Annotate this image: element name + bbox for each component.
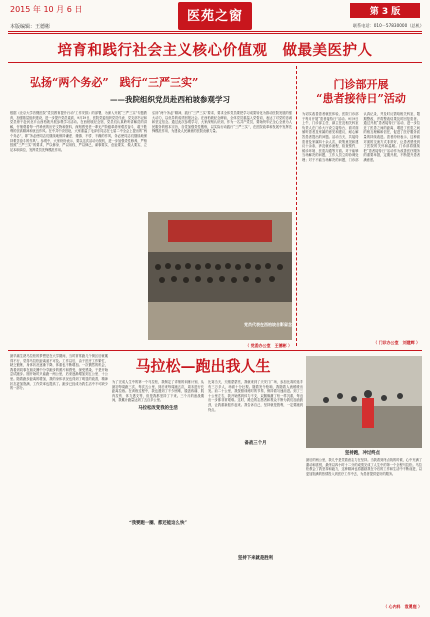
article1-column-1: 根据《北京大学首钢医院“党员教育提升行动”工作安排》的部署，为深入开展“三严三实”专题教育，加强基层组织建设，进一步提升党员素质，9月19日，医院党委组织党员代表、党支部书记和党员骨干赴河北平山西柏坡开展参观学习活动。在西柏坡纪念馆，党员们认真聆听讲解员的讲解，仔细观看每一件珍贵的历史文物和资料，深刻感受老一辈无产阶级革命家艰苦奋斗、敢于胜利的崇高精神和优良作风。在中共中央旧址，大家重温了毛泽东同志在七届二中全会上提出的“两个务必”，即“务必使同志们继续地保持谦虚、谨慎、不骄、不躁的作风，务必使同志们继续地保持艰苦奋斗的作风”。参观中，大家纷纷表示，要以这次活动为契机，进一步加强党性修养，严格按照“三严三实”的要求，严以修身、严以用权、严以律己，谋事要实、创业要实、做人要实，立足本职岗位，发挥党员先锋模范作用。 (10, 111, 147, 152)
article2-title-line1: 门诊部开展 (333, 78, 389, 91)
article2-body: 为切实改善患者就医体验，医院门诊部于每月开展“患者接待日”活动。9月9日上午，门诊部主任、副主任及相关科室负责人在门诊大厅设立接待台，面对面倾听患者及家属的意见和建议，耐心解答患者提出的问题。活动当天，共接待患者及家属四十余人次，收集意见和建议十余条，涉及就诊流程、检查预约、候诊环境、医患沟通等方面。对于能够当场解决的问题，工作人员立即协调处理；对于不能当场解决的问题，门诊部认真记录，并及时反馈给相关科室，限期整改，并将整改结果及时回复患者。通过开展“患者接待日”活动，进一步拉近了医患之间的距离，增进了医患之间的相互理解和信任，促进了医疗服务质量的持续改进。患者纷纷表示，这种面对面的交流方式非常好，让患者感受到了医院的关怀和温暖。门诊部将继续把“患者接待日”活动作为改善医疗服务的重要举措，定期开展，不断提升患者满意度。 (302, 112, 420, 162)
masthead-title: 医苑之窗 (186, 9, 243, 24)
article1-subtitle: ——我院组织党员赴西柏坡参观学习 (110, 95, 230, 104)
article1-photo-caption: 党员代表在西柏坡合影留念 (244, 322, 292, 327)
article3-title: 马拉松—跑出我人生 (135, 357, 271, 375)
group-photo-illustration (148, 212, 292, 340)
article3-column-2: 为了完成人生中的第一个马拉松，我制定了详细的训练计划，从最初每周跑三次，每次五公里，到后来每周跑五次，周末进行长距离拉练。在训练过程中，我也遇到了不少困难，膝盖疼痛、肌肉拉伤、体力透支等，但是我都坚持了下来。三个月的备战期间，我累计跑量达到了五百多公里。 (112, 380, 204, 403)
contact-phone: 联系电话：010－57830000（总机） (352, 23, 424, 28)
article1-title: 弘扬“两个务必” 践行“三严三实” (30, 76, 199, 89)
header-rule (8, 31, 422, 32)
article3-heading-4: 坚持下来就是胜利 (237, 556, 274, 561)
article3-heading-3: “我要跑一圈、都还能这么快” (129, 521, 187, 526)
article1-column-2: 弘扬“两个务必”精神，践行“三严三实”要求，要求全体党员要把学习成果转化为推动医院发展的强大动力，以优异的成绩回报社会。在西柏坡纪念碑前，全体党员重温入党誓词，表达了对党的忠诚和坚定信念。通过此次参观学习，大家深刻认识到，作为一名共产党员，要始终牢记全心全意为人民服务的根本宗旨，自觉加强党性锻炼，以实际行动践行“三严三实”，在医院改革和发展中发挥先锋模范作用，为建设人民满意的医院贡献力量。 (152, 111, 292, 134)
header-rule-2 (8, 33, 422, 34)
headline-rule (8, 62, 422, 63)
article3-runner-photo (306, 356, 422, 448)
article1-byline: （ 党委办公室 王德彬 ） (245, 343, 292, 348)
issue-date: 2015 年 10 月 6 日 (10, 5, 83, 14)
article3-heading-1: 马拉松改变我的生活 (138, 406, 178, 411)
runner-photo-illustration (306, 356, 422, 448)
page-number: 第 3 版 (369, 7, 401, 17)
article2-title-line2: “患者接待日”活动 (316, 92, 406, 105)
article3-column-3: 比赛当天，天刚蒙蒙亮，我就来到了天安门广场，参加比赛的选手有三万多人，场面十分壮观。随着发令枪响，我随着人流缓缓出发。前二十公里，我按照训练时的节奏，保持着匀速前进。到了三十公里左右，我开始感到体力不支，双腿像灌了铅一样沉重，每迈出一步都非常艰难。这时，路边的志愿者和观众不断为我们加油鼓劲，让我重新振作起来。我告诉自己，坚持就是胜利，一定要跑到终点。 (208, 380, 303, 412)
main-headline: 培育和践行社会主义核心价值观 做最美医护人 (57, 42, 373, 59)
page-editor: 本版编辑：王德彬 (10, 24, 51, 30)
article3-column-1: 最早痛生熟马拉松的梦想是在大学期间，当时常常跑几个街区后就累得不行，觉得马拉松距离遥不可及。工作以后，由于医疗工作繁忙，缺乏锻炼，身体状况逐渐下降，体重也不断增加。一次偶然的机会，我看到同事在朋友圈中分享跑步的照片和感受，深受感染，于是开始尝试跑步。刚开始时只能跑一两公里，后来逐渐增加到五公里、十公里。随着跑步距离的增加，我的身体状况也得到了明显的改善，精神状态更加饱满，工作效率也提高了。跑步已经成为我生活中不可缺少的一部分。 (10, 354, 108, 391)
section-rule (8, 350, 422, 351)
article3-heading-2: 备战三个月 (244, 441, 267, 446)
column-divider (296, 66, 297, 346)
article3-column-4: 最后的两公里，我几乎是凭着意志力在坚持。当我看到终点线的时候，心中充满了激动和喜悦，最终以四小时十二分的成绩完成了人生中的第一个全程马拉松。马拉松教会了我坚持和毅力，这种精神也将激励我在今后的工作和生活中不断前进，以更加饱满的热情投入到医疗工作中去，为患者提供更好的服务。 (306, 458, 422, 476)
article1-group-photo (148, 212, 292, 340)
article2-byline: （ 门诊办公室 刘建辉 ） (373, 340, 420, 345)
article3-byline: （ 心内科 袁勇庭 ） (383, 604, 422, 609)
article3-heading-5: 坚持跑，冲过终点 (344, 451, 381, 456)
